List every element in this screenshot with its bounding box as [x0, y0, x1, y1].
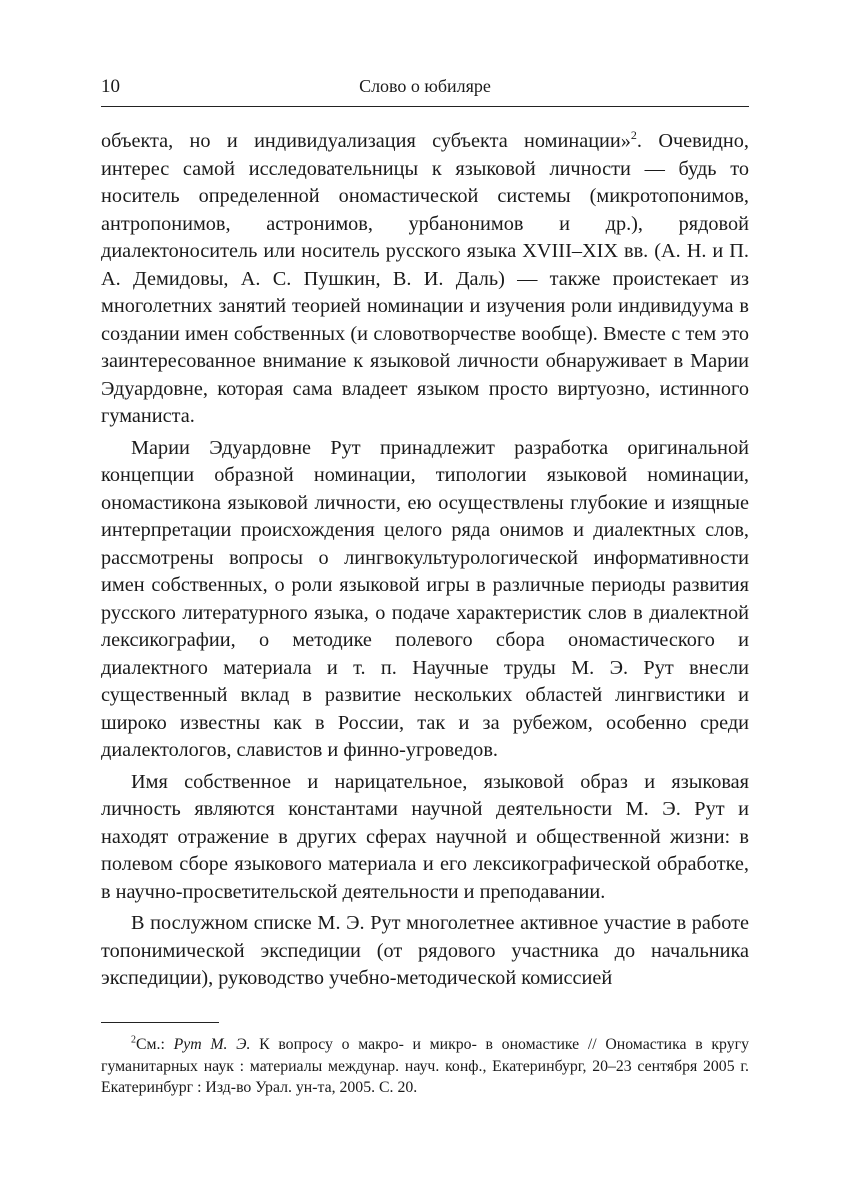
page-number: 10 [101, 76, 120, 97]
main-text [101, 128, 749, 993]
footnote-divider [101, 1022, 219, 1023]
paragraph: объекта, но и индивидуализация субъекта номинации»$^2$. Очевидно, интерес самой исследовательницы к языковой личности — будь то носитель определенной ономастической системы (микротопонимов, антропонимов, астронимов, урбанонимов и др.), рядовой диалектоноситель или носитель русского языка XVIII–XIX вв. (А. Н. и П. А. Демидовы, А. С. Пушкин, В. И. Даль) — также проистекает из многолетних занятий теорией номинации и изучения роли индивидуума в создании имен собственных (и словотворчестве вообще). Вместе с тем это заинтересованное внимание к языковой личности обнаруживает в Марии Эдуардовне, которая сама владеет языком просто виртуозно, истинного гуманиста. [101, 128, 749, 427]
paragraph: В послужном списке М. Э. Рут многолетнее активное участие в работе топонимической экспедиции (от рядового участника до начальника экспедиции), руководство учебно-методической комиссией [101, 912, 749, 989]
footnote: $^2$См.: Рут М. Э. К вопросу о макро- и микро- в ономастике // Ономастика в кругу гуманитарных наук : материалы междунар. науч. конф., Екатеринбург, 20–23 сентября 2005 г. Екатеринбург : Изд-во Урал. ун-та, 2005. С. 20. [101, 1034, 749, 1096]
footnote-author: Рут М. Э. [173, 1036, 251, 1053]
running-title: Слово о юбиляре [359, 76, 491, 96]
paragraph: Имя собственное и нарицательное, языковой образ и языковая личность являются константами научной деятельности М. Э. Рут и находят отражение в других сферах научной и общественной жизни: в полевом сборе языкового материала и его лексикографической обработке, в научно-просветительской деятельности и преподавании. [101, 770, 749, 903]
paragraph: Марии Эдуардовне Рут принадлежит разработка оригинальной концепции образной номинации, типологии языковой номинации, ономастикона языковой личности, ею осуществлены глубокие и изящные интерпретации происхождения целого ряда онимов и диалектных слов, рассмотрены вопросы о лингвокультурологической информативности имен собственных, о роли языковой игры в различные периоды развития русского литературного языка, о подаче характеристик слов в диалектной лексикографии, о методике полевого сбора ономастического и диалектного материала и т. п. Научные труды М. Э. Рут внесли существенный вклад в развитие нескольких областей лингвистики и широко известны как в России, так и за рубежом, особенно среди диалектологов, славистов и финно-угроведов. [101, 436, 749, 761]
page-header [101, 76, 749, 107]
footnote-reference[interactable]: 2 [630, 128, 637, 143]
footnote-number: 2 [131, 1034, 136, 1046]
